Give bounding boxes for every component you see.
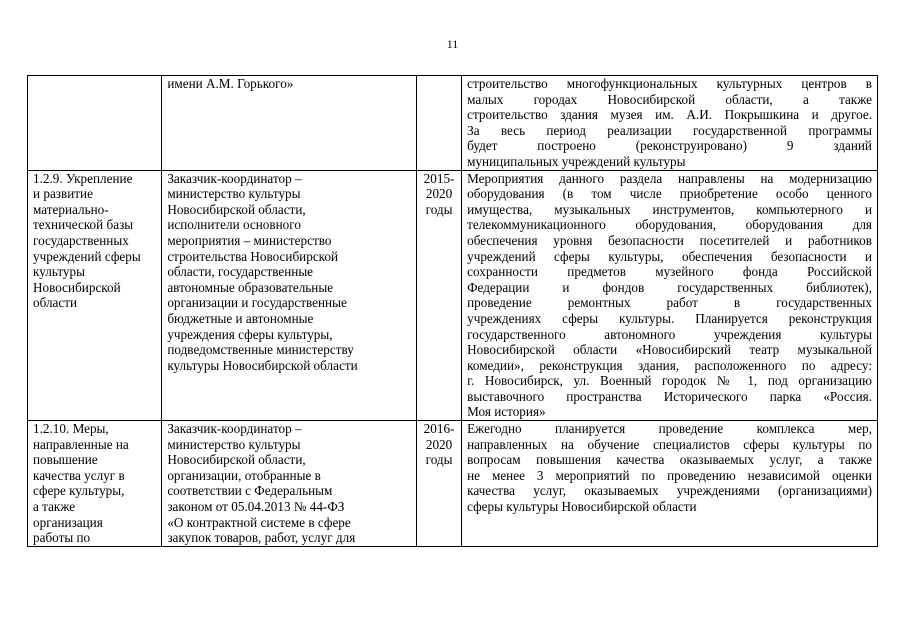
measure-line: 1.2.9. Укрепление (33, 170, 133, 186)
executor-line: Новосибирской области, (167, 201, 306, 217)
executor-line: культуры Новосибирской области (167, 357, 358, 373)
executor-line: подведомственные министерству (167, 342, 354, 358)
executor-line: организации и государственные (167, 295, 347, 311)
table-row (28, 170, 878, 421)
executor-cell (162, 76, 417, 171)
period-cell (416, 76, 461, 171)
executor-line: Новосибирской области, (167, 452, 306, 468)
description-line: Моя история» (467, 404, 546, 420)
period-line: 2015- (423, 170, 455, 186)
executor-line: закупок товаров, работ, услуг для (167, 530, 356, 546)
executor-line: организации, отобранные в (167, 467, 321, 483)
description-line: муниципальных учреждений культуры (467, 153, 686, 169)
executor-line: Заказчик-координатор – (167, 170, 302, 186)
measure-line: области (33, 295, 78, 311)
page-number: 11 (446, 37, 459, 51)
description-line: г. Новосибирск, ул. Военный городок № 1, под организацию (467, 373, 872, 389)
description-line: Ежегодно планируется проведение комплекса мер, (467, 421, 872, 437)
executor-cell (162, 170, 417, 421)
measure-line: и развитие (33, 186, 93, 202)
measure-line: направленные на (33, 436, 129, 452)
measure-line: качества услуг в (33, 467, 125, 483)
description-line: государственного автономного учреждения культуры (467, 326, 872, 342)
table-row (28, 421, 878, 547)
measure-cell (28, 421, 162, 547)
period-line: 2020 (425, 436, 453, 452)
executor-cell (162, 421, 417, 547)
measure-line: а также (33, 499, 76, 515)
measure-line: технической базы (33, 217, 134, 233)
measure-cell (28, 170, 162, 421)
period-line: 2020 (425, 186, 453, 202)
measure-line: государственных (33, 232, 129, 248)
executor-line: министерство культуры (167, 436, 301, 452)
description-line: оборудования (в том числе приобретение особо ценного (467, 186, 872, 202)
executor-line: учреждения сферы культуры, (167, 326, 333, 342)
table-body (28, 76, 878, 547)
program-measures-table (27, 75, 878, 547)
description-line: строительство здания музея им. А.И. Покрышкина и другое. (467, 107, 872, 123)
description-line: будет построено (реконструировано) 9 зданий (467, 138, 872, 154)
description-line: телекоммуникационного оборудования, оборудования для (467, 217, 872, 233)
executor-line: области, государственные (167, 264, 314, 280)
period-cell (416, 170, 461, 421)
description-line: вопросам повышения качества оказываемых услуг, а также (467, 452, 872, 468)
description-line: строительство многофункциональных культурных центров в (467, 76, 872, 91)
measure-line: организация (33, 514, 103, 530)
description-line: сохранности предметов музейного фонда Российской (467, 264, 872, 280)
description-line: проведение ремонтных работ в государственных (467, 295, 872, 311)
measure-line: работы по (33, 530, 91, 546)
measure-line: сфере культуры, (33, 483, 125, 499)
period-line: годы (425, 452, 453, 468)
table-row (28, 76, 878, 171)
executor-line: автономные образовательные (167, 279, 334, 295)
description-cell (462, 421, 878, 547)
description-line: не менее 3 мероприятий по проведению независимой оценки (467, 467, 872, 483)
description-cell (462, 170, 878, 421)
executor-line: соответствии с Федеральным (167, 483, 333, 499)
description-line: учреждений сферы культуры, обеспечения безопасности и (467, 248, 872, 264)
executor-line: «О контрактной системе в сфере (167, 514, 351, 530)
measure-line: культуры (33, 264, 85, 280)
description-line: направленных на обучение специалистов сферы культуры по (467, 436, 872, 452)
description-line: качества услуг, оказываемых учреждениями (организациями) (467, 483, 872, 499)
measure-line: учреждений сферы (33, 248, 141, 264)
period-line: 2016- (423, 421, 455, 437)
executor-line: Заказчик-координатор – (167, 421, 302, 437)
executor-line: строительства Новосибирской (167, 248, 339, 264)
executor-line: мероприятия – министерство (167, 232, 332, 248)
period-line: годы (425, 201, 453, 217)
executor-line: законом от 05.04.2013 № 44-ФЗ (167, 499, 345, 515)
description-line: учреждениях сферы культуры. Планируется реконструкция (467, 310, 872, 326)
description-line: сферы культуры Новосибирской области (467, 499, 697, 515)
description-line: Мероприятия данного раздела направлены на модернизацию (467, 170, 872, 186)
description-line: обеспечения уровня безопасности посетителей и работников (467, 232, 872, 248)
measure-line: материально- (33, 201, 109, 217)
description-line: малых городах Новосибирской области, а также (467, 91, 872, 107)
executor-line: министерство культуры (167, 186, 301, 202)
measure-line: повышение (33, 452, 98, 468)
measure-line: Новосибирской (33, 279, 121, 295)
executor-line: бюджетные и автономные (167, 310, 314, 326)
executor-line: имени А.М. Горького» (167, 76, 294, 91)
description-line: имущества, музыкальных инструментов, компьютерного и (467, 201, 872, 217)
description-line: Новосибирской области «Новосибирский театр музыкальной (467, 342, 872, 358)
description-line: комедии», реконструкция здания, расположенного по адресу: (467, 357, 872, 373)
period-cell (416, 421, 461, 547)
description-line: За весь период реализации государственной программы (467, 122, 872, 138)
description-line: Федерации и фондов государственных библиотек), (467, 279, 872, 295)
measure-line: 1.2.10. Меры, (33, 421, 109, 437)
description-line: выставочного пространства Исторического парка «Россия. (467, 388, 872, 404)
measure-cell (28, 76, 162, 171)
description-cell (462, 76, 878, 171)
executor-line: исполнители основного (167, 217, 301, 233)
